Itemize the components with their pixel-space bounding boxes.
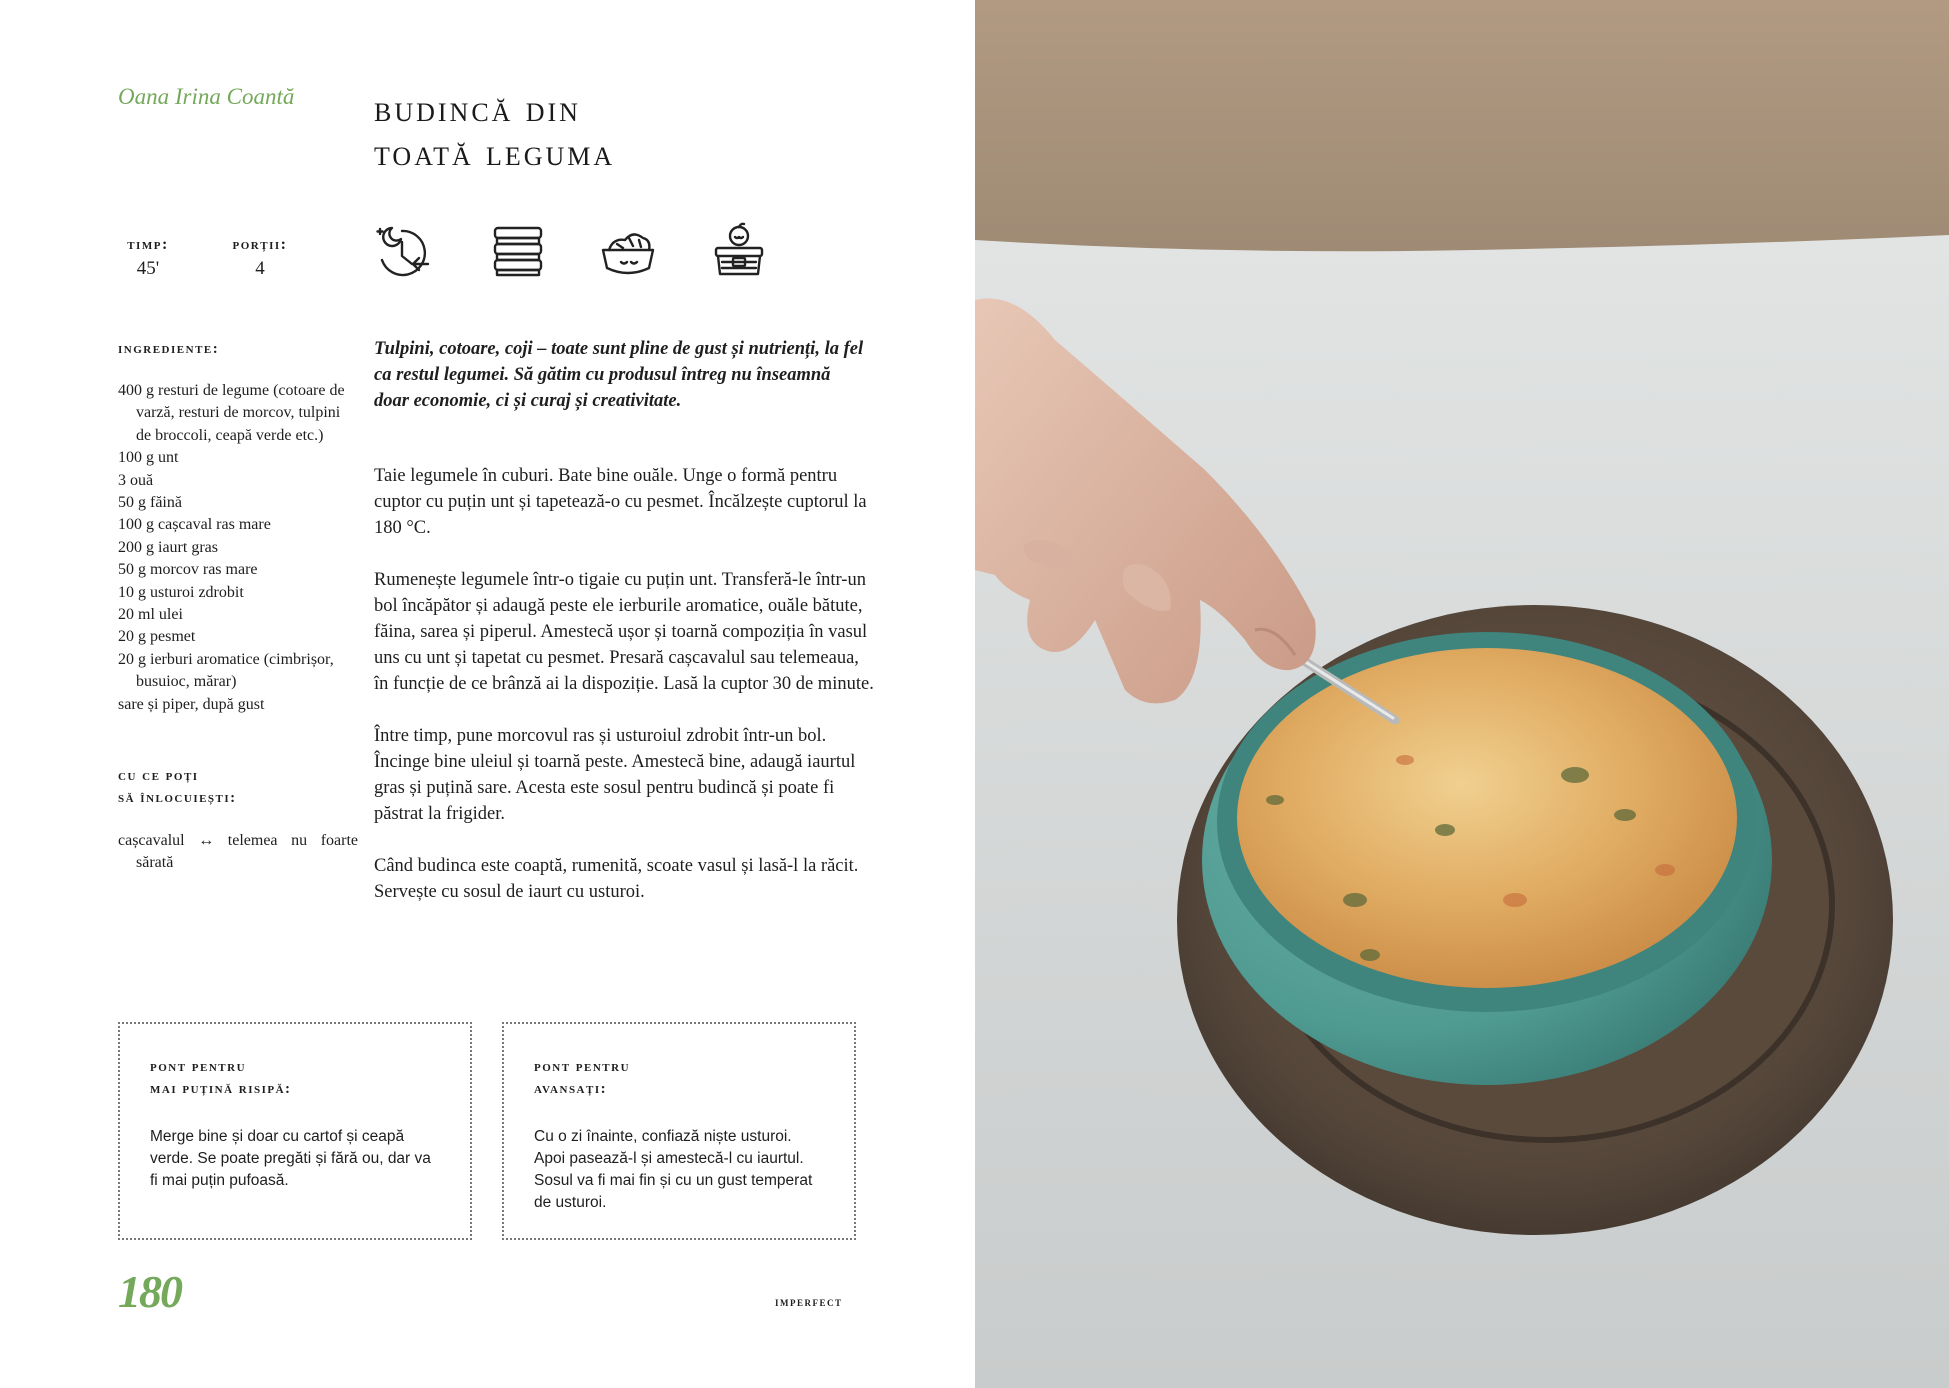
ingredient-item: 10 g usturoi zdrobit [118, 583, 244, 601]
method-step: Rumenește legumele într-o tigaie cu puțin unt. Transferă-le într-un bol încăpător și adaugă peste ele ierburile aromatice, ouăle bătute, făina, sarea și piperul. Amestecă ușor și toarnă compoziția în vasul uns cu unt și tapetat cu pesmet. Presară cașcavalul sau telemeaua, în funcție de ce brânză ai la dispoziție. Lasă la cuptor 30 de minute. [374, 570, 874, 694]
method-step: Când budinca este coaptă, rumenită, scoate vasul și lasă-l la răcit. Servește cu sosul de iaurt cu usturoi. [374, 856, 859, 902]
method-step: Taie legumele în cuburi. Bate bine ouăle. Unge o formă pentru cuptor cu puțin unt și tapetează-o cu pesmet. Încălzește cuptorul la 180 °C. [374, 466, 867, 538]
tip-text: Cu o zi înainte, confiază niște usturoi. Apoi pasează-l și amestecă-l cu iaurtul. Sosul va fi mai fin și cu un gust temperat de usturoi. [534, 1128, 813, 1211]
substitution-label-line-2: să înlocuiești: [118, 790, 237, 806]
method-step: Între timp, pune morcovul ras și usturoiul zdrobit într-un bol. Încinge bine uleiul și toarnă peste. Amestecă bine, adaugă iaurtul gras și puțină sare. Acesta este sosul pentru budincă și poate fi păstrat la frigider. [374, 726, 856, 824]
ingredient-item: 20 g ierburi aromatice (cimbrișor, busuioc, mărar) [118, 650, 334, 691]
stacked-containers-icon [487, 220, 549, 282]
tip-box-less-waste [118, 1022, 472, 1240]
substitution-label [118, 765, 237, 809]
recipe-title [374, 88, 615, 176]
tip-title-line-1: pont pentru [150, 1059, 247, 1075]
running-title: imperfect [775, 1294, 843, 1309]
ingredients-list [118, 380, 358, 716]
recipe-intro: Tulpini, cotoare, coji – toate sunt pline de gust și nutrienți, la fel ca restul legumei. Să gătim cu produsul întreg nu înseamnă doar economie, ci și curaj și creativitate. [374, 339, 864, 411]
ingredient-item: sare și piper, după gust [118, 695, 265, 713]
tip-box-advanced [502, 1022, 856, 1240]
ingredient-item: 20 g pesmet [118, 628, 196, 646]
substitution-label-line-1: cu ce poți [118, 768, 199, 784]
ingredient-item: 400 g resturi de legume (cotoare de varză, resturi de morcov, tulpini de broccoli, ceapă verde etc.) [118, 382, 345, 444]
lunchbox-icon [708, 220, 770, 282]
tip-title [534, 1056, 824, 1100]
portions-label: porții: [232, 236, 288, 253]
time-label: timp: [127, 236, 169, 253]
time-value: 45' [136, 258, 160, 279]
time-info [118, 236, 178, 280]
substitution-text: cașcavalul ↔ telemea nu foarte sărată [118, 832, 358, 871]
ingredient-item: 50 g morcov ras mare [118, 561, 258, 579]
portions-info [224, 236, 296, 280]
ingredient-item: 100 g unt [118, 449, 179, 467]
tip-title-line-2: mai puțină risipă: [150, 1081, 292, 1097]
ingredient-item: 100 g cașcaval ras mare [118, 516, 271, 534]
tip-text: Merge bine și doar cu cartof și ceapă verde. Se poate pregăti și fără ou, dar va fi mai puțin pufoasă. [150, 1128, 431, 1189]
recipe-title-line-1: budincă din [374, 89, 581, 130]
recipe-method [374, 463, 874, 931]
food-photo-illustration [975, 0, 1949, 1388]
ingredient-item: 200 g iaurt gras [118, 538, 218, 556]
food-photo [975, 0, 1949, 1388]
ingredient-item: 3 ouă [118, 471, 154, 489]
ingredient-item: 50 g făină [118, 494, 182, 512]
recipe-title-line-2: toată leguma [374, 133, 616, 174]
author-name: Oana Irina Coantă [118, 84, 295, 109]
night-prep-icon [372, 220, 434, 282]
tip-title [150, 1056, 440, 1100]
tip-title-line-1: pont pentru [534, 1059, 631, 1075]
page-number: 180 [118, 1266, 181, 1317]
ingredients-label: ingrediente: [118, 341, 220, 357]
ingredient-item: 20 ml ulei [118, 606, 183, 624]
tip-title-line-2: avansați: [534, 1081, 608, 1097]
portions-value: 4 [255, 258, 265, 279]
dish-icon [597, 220, 659, 282]
